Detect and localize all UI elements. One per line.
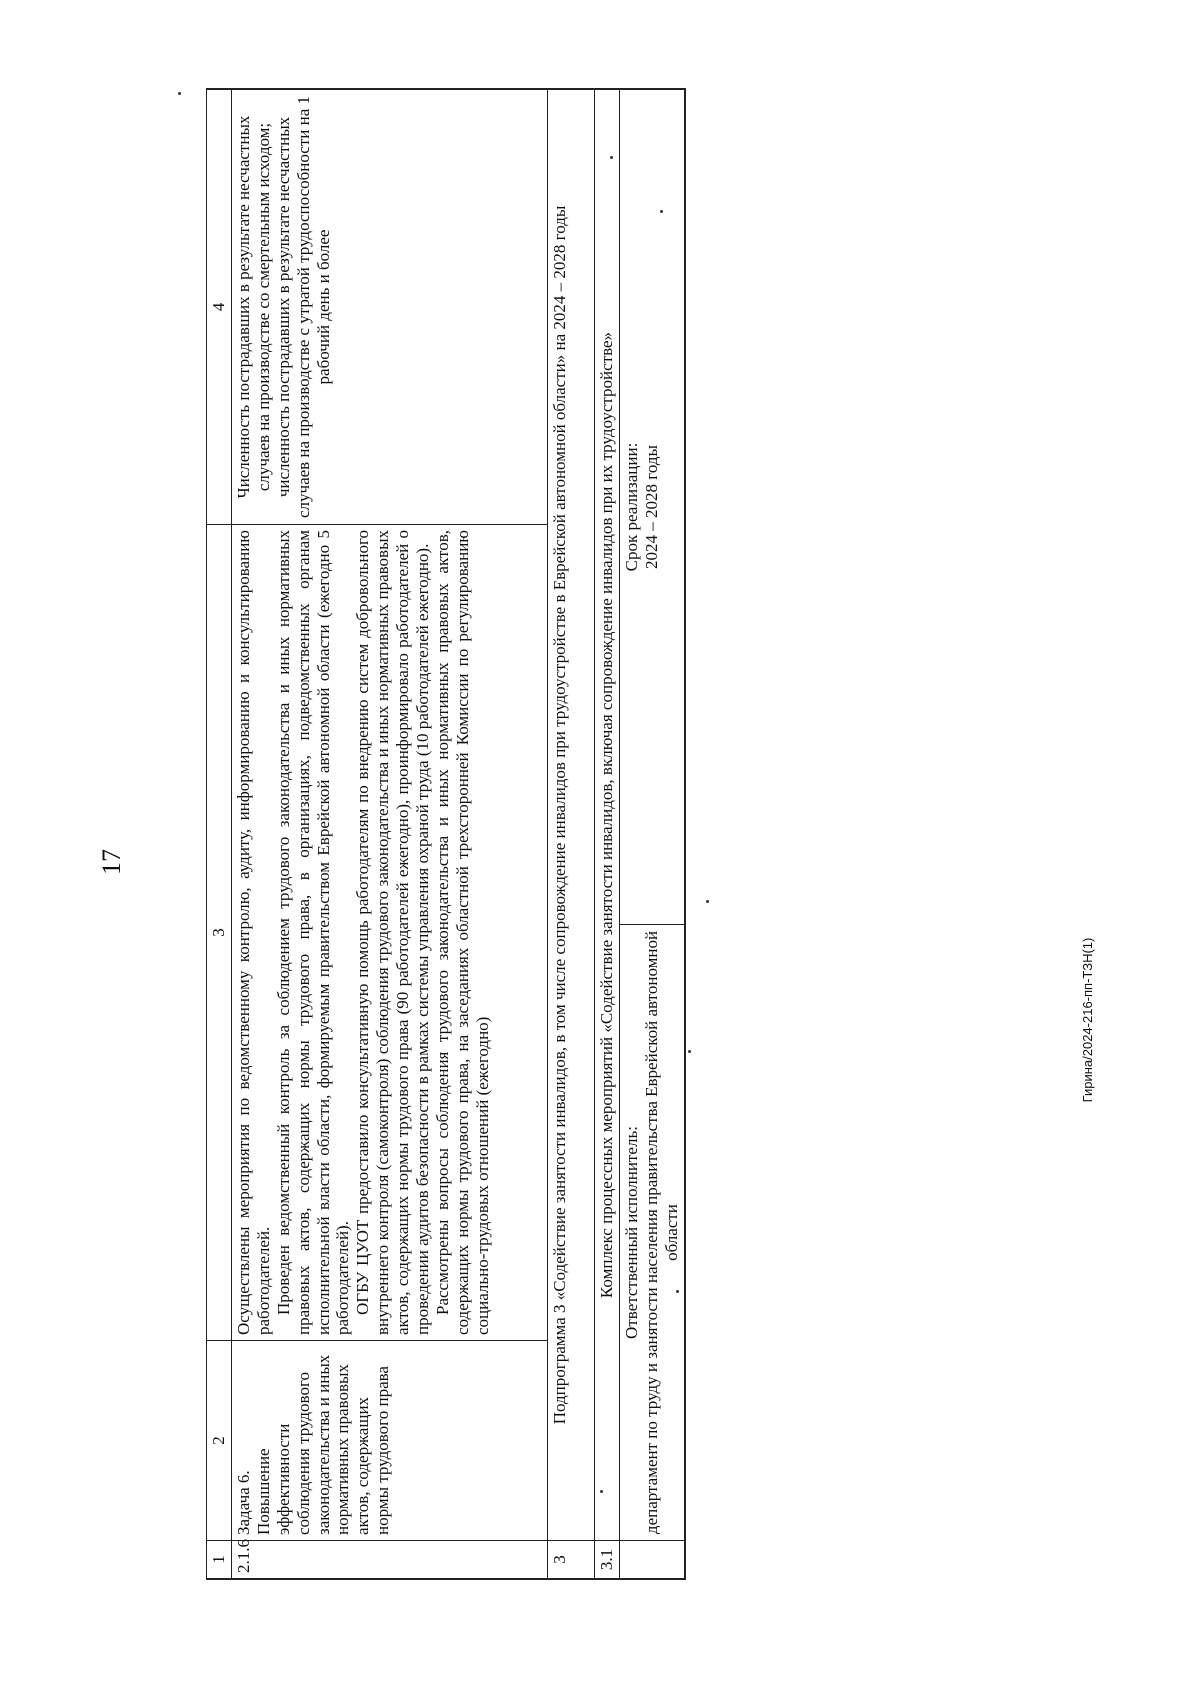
period-value: 2024 – 2028 годы [641, 445, 661, 569]
period-cell [620, 90, 684, 924]
scan-speck [610, 156, 613, 159]
scan-speck [688, 1050, 691, 1053]
table-row-executor [619, 88, 686, 1580]
period-label: Срок реализации: [622, 442, 641, 572]
scan-speck [660, 210, 663, 213]
subprogram-title: Подпрограмма 3 «Содействие занятости инвалидов, в том числе сопровождение инвалидов при трудоустройстве в Еврейской автономной области» на 2024 – 2028 годы [550, 205, 569, 1425]
row-number: 3.1 [595, 1540, 619, 1578]
table-header-row [206, 88, 231, 1580]
header-col-2: 2 [207, 1340, 231, 1540]
executor-block [620, 90, 684, 1540]
table-row-3 [547, 88, 594, 1580]
document-code-text: Гирина/2024-216-пп-ТЗН(1) [1080, 937, 1095, 1103]
header-col-1: 1 [207, 1540, 231, 1578]
header-col-3: 3 [207, 524, 231, 1340]
header-col-4: 4 [209, 302, 228, 312]
table-row-3-1 [594, 88, 619, 1580]
row-number: 3 [548, 1540, 594, 1578]
scan-speck [178, 92, 181, 95]
table-row-2-1-6 [231, 88, 547, 1580]
executor-cell [620, 924, 684, 1540]
indicators-cell: Численность пострадавших в результате несчастных случаев на производстве со смертельным исходом; численность пострадавших в результате несчастных случаев на производстве с утратой трудоспособности на 1 рабочий день и более [234, 95, 333, 519]
scan-speck [676, 1290, 679, 1293]
task-cell: Задача 6. Повышение эффективности соблюдения трудового законодательства и иных нормативных правовых актов, содержащих нормы трудового права [232, 1340, 547, 1540]
scan-speck [706, 900, 709, 903]
scan-speck [600, 1490, 603, 1493]
page-number: 17 [97, 849, 126, 875]
result-paragraph: Осуществлены мероприятия по ведомственному контролю, аудиту, информированию и консультированию работодателей. [234, 530, 273, 1335]
program-table [206, 88, 1162, 1580]
results-cell [232, 524, 547, 1340]
result-paragraph: Рассмотрены вопросы соблюдения трудового законодательства и иных нормативных правовых актов, содержащих нормы трудового права, на заседаниях областной трехсторонней Комиссии по регулированию социально-трудовых отношений (ежегодно) [432, 530, 492, 1335]
process-complex-title: Комплекс процессных мероприятий «Содействие занятости инвалидов, включая сопровождение инвалидов при их трудоустройстве» [597, 331, 616, 1299]
result-paragraph: Проведен ведомственный контроль за соблюдением трудового законодательства и иных нормативных правовых актов, содержащих нормы трудового права, в организациях, подведомственных органам исполнительной власти области, формируемым правительством Еврейской автономной области (ежегодно 5 работодателей). [273, 530, 353, 1335]
executor-name: департамент по труду и занятости населения правительства Еврейской автономной области [641, 930, 681, 1535]
executor-label: Ответственный исполнитель: [622, 1126, 641, 1339]
row-number: 2.1.6 [232, 1540, 547, 1578]
result-paragraph: ОГБУ ЦУОТ предоставило консультативную помощь работодателям по внедрению систем добровольного внутреннего контроля (самоконтроля) соблюдения трудового законодательства и иных нормативных правовых актов, содержащих нормы трудового права (90 работодателей ежегодно), проинформировало работодателей о проведении аудитов безопасности в рамках системы управления охраной труда (10 работодателей ежегодно). [353, 530, 432, 1335]
empty-cell [620, 1540, 684, 1578]
